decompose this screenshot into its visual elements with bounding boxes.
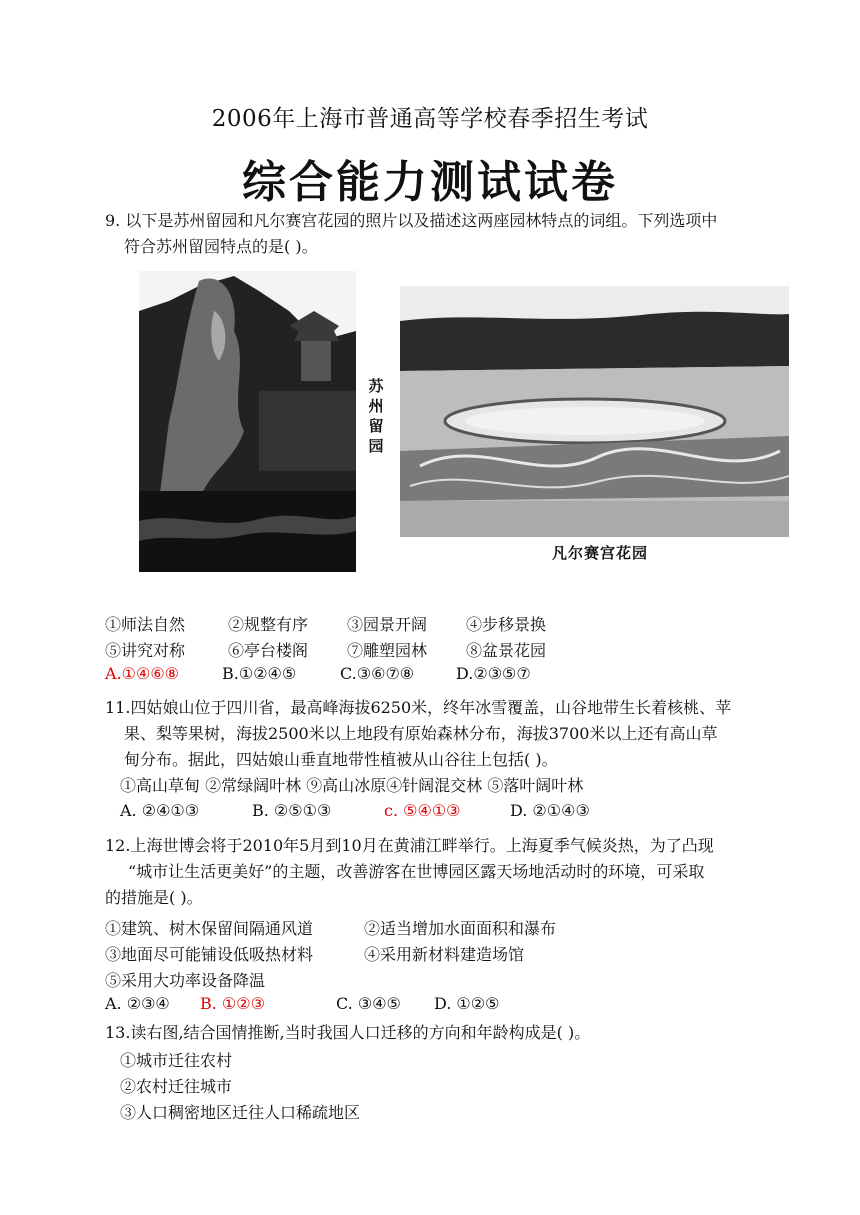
q12-option-1: ①建筑、树木保留间隔通风道 (105, 919, 314, 938)
q12-stem-line2: “城市让生活更美好”的主题，改善游客在世博园区露天场地活动时的环境，可采取 (128, 862, 705, 881)
q11-stem-line1: 11.四姑娘山位于四川省，最高峰海拔6250米，终年冰雪覆盖，山谷地带生长着核桃、苹 (105, 698, 732, 717)
q11-choice-c: c. ⑤④①③ (384, 801, 461, 820)
q9-choice-d: D.②③⑤⑦ (456, 664, 531, 683)
q13-option-1: ①城市迁往农村 (120, 1051, 233, 1070)
q9-choice-c: C.③⑥⑦⑧ (340, 664, 415, 683)
q9-stem-line2: 符合苏州留园特点的是( )。 (124, 237, 318, 256)
q9-option-5: ⑤讲究对称 (105, 641, 186, 660)
q9-option-1: ①师法自然 (105, 615, 186, 634)
q11-choice-d: D. ②①④③ (510, 801, 590, 820)
q9-choice-a: A.①④⑥⑧ (105, 664, 180, 683)
q9-option-8: ⑧盆景花园 (466, 641, 547, 660)
q12-choice-a: A. ②③④ (105, 994, 170, 1013)
q9-option-6: ⑥亭台楼阁 (228, 641, 309, 660)
q12-stem-line3: 的措施是( )。 (105, 888, 203, 907)
q11-stem-line3: 甸分布。据此，四姑娘山垂直地带性植被从山谷往上包括( )。 (124, 750, 558, 769)
q12-choice-b: B. ①②③ (200, 994, 265, 1013)
q13-option-3: ③人口稠密地区迁往人口稀疏地区 (120, 1103, 361, 1122)
q9-option-7: ⑦雕塑园林 (347, 641, 428, 660)
q12-choice-c: C. ③④⑤ (336, 994, 401, 1013)
exam-title: 综合能力测试试卷 (242, 157, 618, 208)
q13-stem: 13.读右图,结合国情推断,当时我国人口迁移的方向和年龄构成是( )。 (105, 1023, 591, 1042)
q9-option-4: ④步移景换 (466, 615, 547, 634)
q9-option-3: ③园景开阔 (347, 615, 428, 634)
q9-option-2: ②规整有序 (228, 615, 309, 634)
q11-choice-a: A. ②④①③ (120, 801, 200, 820)
q12-option-3: ③地面尽可能铺设低吸热材料 (105, 945, 314, 964)
q12-option-4: ④采用新材料建造场馆 (364, 945, 525, 964)
versailles-photo-caption: 凡尔赛宫花园 (552, 544, 649, 562)
exam-subtitle: 2006年上海市普通高等学校春季招生考试 (211, 106, 649, 132)
q11-stem-line2: 果、梨等果树，海拔2500米以上地段有原始森林分布，海拔3700米以上还有高山草 (124, 724, 718, 743)
q11-choice-b: B. ②⑤①③ (252, 801, 332, 820)
q12-option-2: ②适当增加水面面积和瀑布 (364, 919, 557, 938)
q12-stem-line1: 12.上海世博会将于2010年5月到10月在黄浦江畔举行。上海夏季气候炎热，为了凸现 (105, 836, 714, 855)
q9-stem-line1: 9. 以下是苏州留园和凡尔赛宫花园的照片以及描述这两座园林特点的词组。下列选项中 (105, 211, 718, 230)
q11-options: ①高山草甸 ②常绿阔叶林 ⑨高山冰原④针阔混交林 ⑤落叶阔叶林 (120, 776, 584, 795)
versailles-garden-photo (400, 286, 789, 537)
q12-choice-d: D. ①②⑤ (434, 994, 500, 1013)
suzhou-garden-photo (139, 271, 356, 572)
suzhou-photo-caption: 苏州留园 (368, 377, 384, 455)
q9-choice-b: B.①②④⑤ (222, 664, 297, 683)
q13-option-2: ②农村迁往城市 (120, 1077, 233, 1096)
q12-option-5: ⑤采用大功率设备降温 (105, 971, 266, 990)
